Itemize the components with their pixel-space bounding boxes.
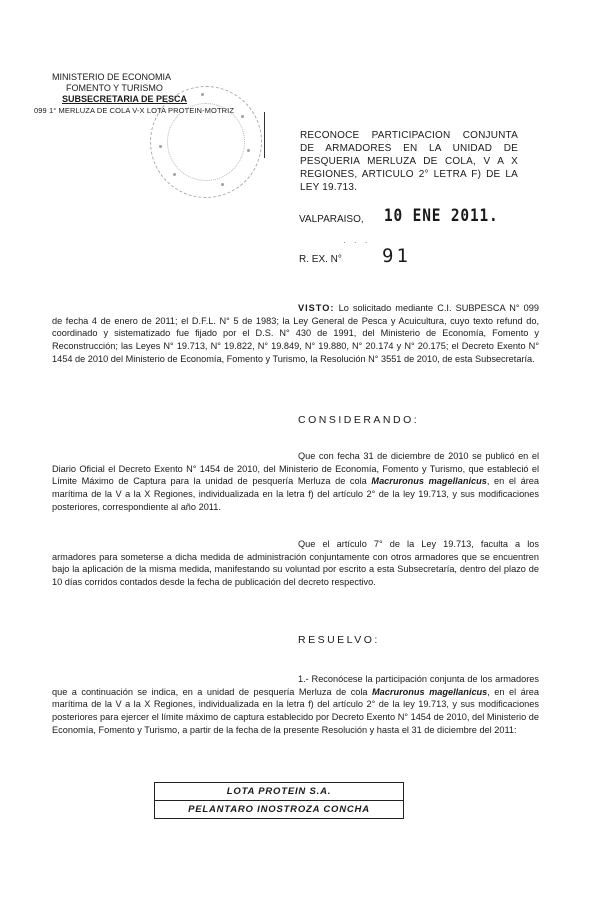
title-line: RECONOCE PARTICIPACION CONJUNTA: [300, 130, 518, 141]
resuelvo-b: , en el área marítima de la V a la X Regiones, individualizada en la letra f) del artículo 2° de la ley 19.713, y sus modificaciones posteriores para ejercer el límite máximo de captura establecido por Decreto Exento N° 1454 de 2010, del Ministerio de Economía, Fomento y Turismo, a partir de la fecha de la presente Resolución y hasta el 31 de diciembre del 2011:: [52, 686, 539, 735]
considerando-1-a: publicó en el Diario Oficial el Decreto Exento N° 1454 de 2010, del Ministerio de Economía, Fomento y Turismo, que estableció el Límite Máximo de Captura para la unidad de pesquería Merluza de cola: [52, 451, 540, 487]
date-stamp: 10 ENE 2011.: [384, 206, 499, 226]
armadores-table: [154, 782, 404, 819]
table-row: LOTA PROTEIN S.A.: [154, 782, 404, 801]
considerando-paragraph-1: [52, 450, 539, 514]
title-line: LEY 19.713.: [300, 182, 358, 193]
resolution-title: [300, 129, 518, 194]
dotted-mark: · · ·: [343, 238, 371, 247]
resuelvo-a: los armadores que a continuación se indica, en a unidad de pesquería Merluza de cola: [52, 674, 539, 697]
visto-paragraph: [52, 302, 539, 366]
visto-label: VISTO:: [298, 303, 335, 313]
ministry-name: MINISTERIO DE ECONOMIA: [52, 72, 172, 82]
considerando-1-b: , en el área marítima de la V a la X Regiones, individualizada en la letra f) del artículo 2° de la ley 19.713, y sus modificaciones posteriores, correspondiente al año 2011.: [52, 476, 539, 512]
table-row: PELANTARO INOSTROZA CONCHA: [154, 801, 404, 819]
title-line: REGIONES, ARTICULO 2° LETRA F) DE LA: [300, 169, 518, 180]
seal-stamp-icon: [150, 86, 262, 198]
considerando-2-rest: los armadores para someterse a dicha medida de administración conjuntamente con otros armadores que se encuentren bajo la aplicación de la misma medida, manifestando su voluntad por escrito a esta Subsecretaría, dentro del plazo de 10 días corridos contados desde la fecha de publicación del decreto respectivo.: [52, 539, 539, 588]
considerando-paragraph-2: [52, 538, 539, 589]
file-reference: 099 1° MERLUZA DE COLA V-X LOTA PROTEIN-MOTRIZ: [34, 106, 235, 115]
species-name: Macruronus magellanicus: [372, 686, 488, 697]
considerando-1-lead: Que con fecha 31 de diciembre de 2010 se: [298, 451, 482, 461]
title-line: PESQUERIA MERLUZA DE COLA, V A X: [300, 156, 518, 167]
resuelvo-lead: 1.- Reconócese la participación conjunta de: [298, 674, 478, 684]
considerando-heading: CONSIDERANDO:: [298, 414, 420, 426]
visto-text-a: Lo solicitado mediante C.I.: [338, 303, 452, 313]
ministry-subtitle: FOMENTO Y TURISMO: [66, 83, 163, 93]
rex-label: R. EX. N°: [299, 254, 342, 265]
visto-text-b: SUBPESCA N° 099 de fecha 4 de enero de 2011; el D.F.L. N° 5 de 1983; la Ley General de Pesca y Acuicultura, cuyo texto refund do, coordinado y sistematizado fue fijado por el D.S. N° 430 de 1991, del Ministerio de Economía, Fomento y Reconstrucción; las Leyes N° 19.713, N° 19.822, N° 19.849, N° 19.880, N° 20.174 y N° 20.175; el Decreto Exento N° 1454 de 2010 del Ministerio de Economía, Fomento y Turismo, la Resolución N° 3551 de 2010, de esta Subsecretaría.: [52, 303, 539, 364]
species-name: Macruronus magellanicus: [371, 476, 487, 487]
subsecretaria-name: SUBSECRETARIA DE PESCA: [62, 94, 188, 104]
resuelvo-heading: RESUELVO:: [298, 634, 380, 646]
resuelvo-paragraph: [52, 673, 539, 737]
rex-number: 91: [382, 245, 411, 267]
margin-mark: [264, 112, 265, 158]
place-label: VALPARAISO,: [299, 214, 364, 225]
title-line: DE ARMADORES EN LA UNIDAD DE: [300, 143, 518, 154]
considerando-2-lead: Que el artículo 7° de la Ley 19.713, faculta a: [298, 539, 521, 549]
